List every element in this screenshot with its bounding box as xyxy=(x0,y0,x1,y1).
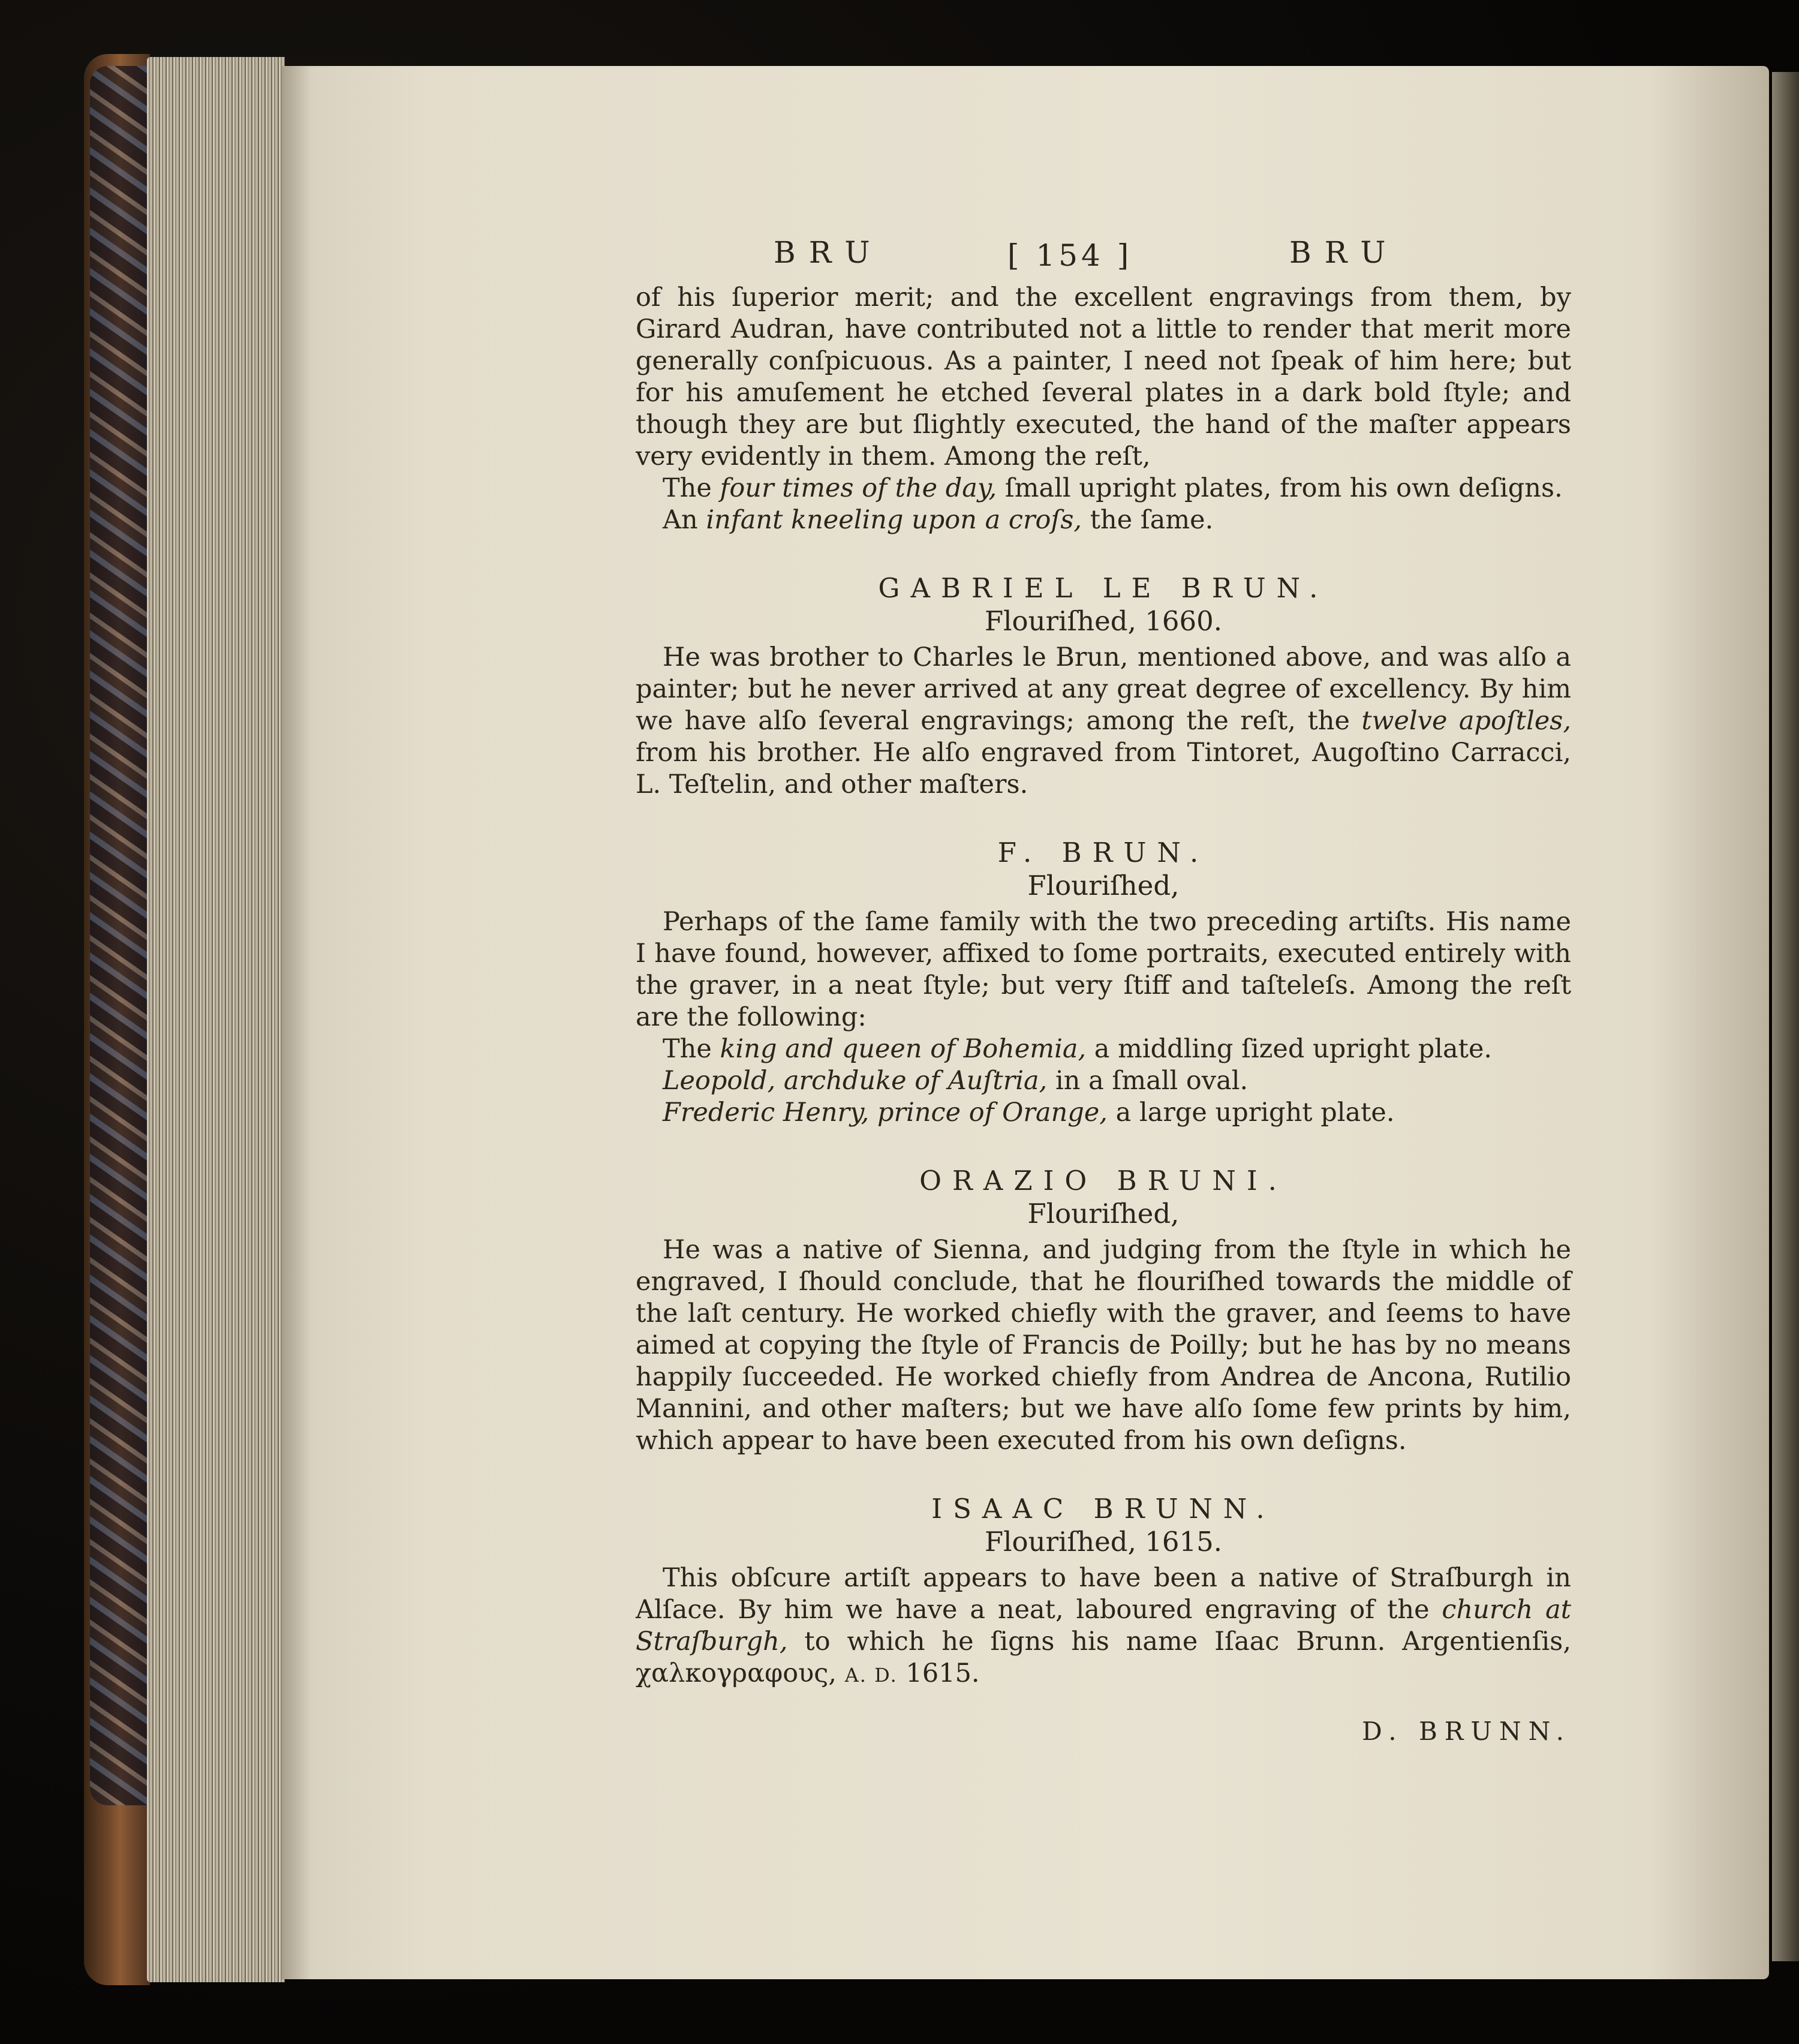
page-number: [ 154 ] xyxy=(1007,238,1133,273)
artist-paragraph: This obſcure artiſt appears to have been a native of Straſburgh in Alſace. By him we have a neat, laboured engraving of the church at Straſburgh, to which he ſigns his name Iſaac Brunn. Argentienſis, χαλκογραφους, A. D. 1615. xyxy=(636,1563,1572,1688)
plate-entry: An infant kneeling upon a croſs, the ſame. xyxy=(663,505,1214,535)
plate-entry: The king and queen of Bohemia, a middling ſized upright plate. xyxy=(663,1034,1493,1064)
catchword: D. BRUNN. xyxy=(1362,1717,1571,1746)
artist-paragraph: Perhaps of the ſame family with the two preceding artiſts. His name I have found, however, affixed to ſome portraits, executed entirely with the graver, in a neat ſtyle; but very ſtiff and taſteleſs. Among the reſt are the following: xyxy=(636,907,1571,1032)
plate-entry: Leopold, archduke of Auſtria, in a ſmall oval. xyxy=(663,1066,1249,1096)
artist-heading: GABRIEL LE BRUN. xyxy=(878,572,1329,604)
marbled-board xyxy=(90,66,147,1805)
artist-heading: F. BRUN. xyxy=(997,837,1210,868)
flourished-date: Flouriſhed, 1660. xyxy=(984,605,1223,637)
artist-paragraph: He was a native of Sienna, and judging from the ſtyle in which he engraved, I ſhould conclude, that he flouriſhed towards the middle of the laſt century. He worked chiefly with the graver, and ſeems to have aimed at copying the ſtyle of Francis de Poilly; but he has by no means happily ſucceeded. He worked chiefly from Andrea de Ancona, Rutilio Mannini, and other maſters; but we have alſo ſome few prints by him, which appear to have been executed from his own deſigns. xyxy=(636,1235,1571,1456)
intro-paragraph: of his ſuperior merit; and the excellent engravings from them, by Girard Audran, have contributed not a little to render that merit more generally conſpicuous. As a painter, I need not ſpeak of him here; but for his amuſement he etched ſeveral plates in a dark bold ſtyle; and though they are but ſlightly executed, the hand of the maſter appears very evidently in them. Among the reſt, xyxy=(636,282,1571,471)
flourished-date: Flouriſhed, xyxy=(1027,1198,1180,1230)
plate-entry: Frederic Henry, prince of Orange, a large upright plate. xyxy=(663,1098,1395,1128)
artist-heading: ISAAC BRUNN. xyxy=(931,1493,1275,1525)
flourished-date: Flouriſhed, xyxy=(1027,870,1180,901)
facing-page-edge xyxy=(1772,72,1799,1961)
page-text xyxy=(636,237,1571,1747)
flourished-date: Flouriſhed, 1615. xyxy=(984,1526,1223,1558)
artist-paragraph: He was brother to Charles le Brun, mentioned above, and was alſo a painter; but he never arrived at any great degree of excellency. By him we have alſo ſeveral engravings; among the reſt, the twelve apoſtles, from his brother. He alſo engraved from Tintoret, Augoſtino Carracci, L. Teſtelin, and other maſters. xyxy=(636,642,1571,799)
running-head-right: BRU xyxy=(1289,235,1399,270)
page-edges xyxy=(147,57,285,1982)
running-head-left: BRU xyxy=(774,235,883,270)
running-head xyxy=(636,237,1571,282)
artist-heading: ORAZIO BRUNI. xyxy=(919,1165,1287,1197)
plate-entry: The four times of the day, ſmall upright plates, from his own deſigns. xyxy=(663,473,1563,503)
